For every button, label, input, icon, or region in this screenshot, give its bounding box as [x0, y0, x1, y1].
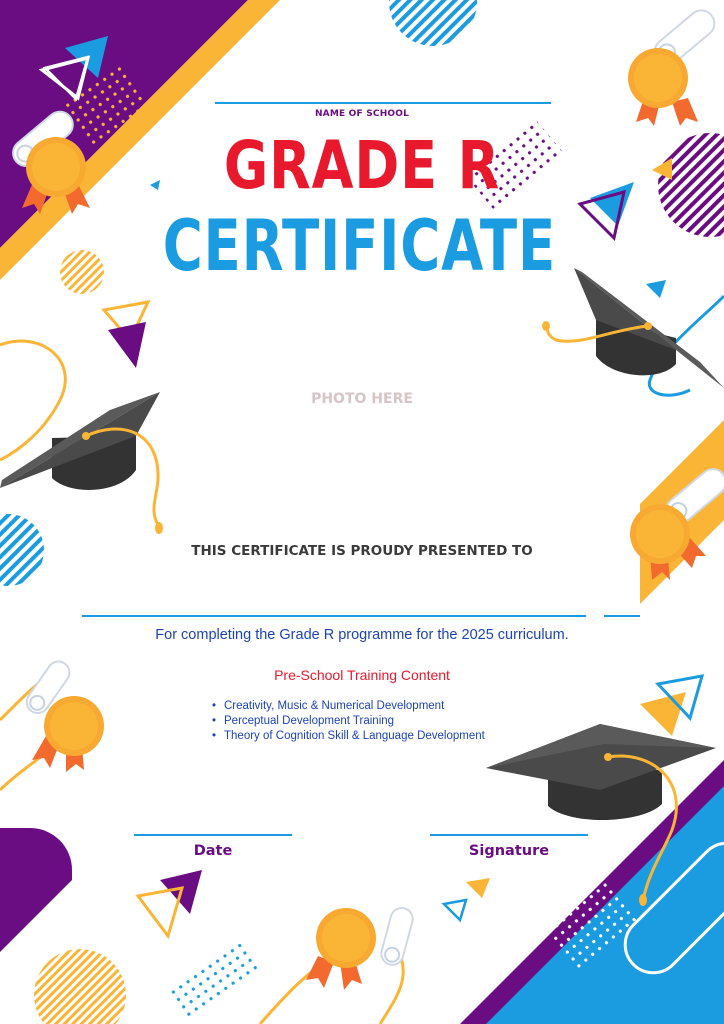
presented-to-text: THIS CERTIFICATE IS PROUDY PRESENTED TO — [191, 543, 533, 559]
title-certificate: CERTIFICATE — [162, 205, 557, 287]
list-item: • Perceptual Development Training — [212, 714, 485, 729]
date-label: Date — [193, 843, 233, 859]
list-item: • Theory of Cognition Skill & Language Development — [212, 729, 485, 744]
signature-label: Signature — [468, 843, 550, 859]
content-list — [212, 699, 485, 744]
title-grade-r: GRADE R — [223, 127, 501, 204]
school-name: NAME OF SCHOOL — [314, 109, 410, 119]
content-title: Pre-School Training Content — [274, 667, 450, 683]
list-item: • Creativity, Music & Numerical Development — [212, 699, 485, 714]
completion-text: For completing the Grade R programme for the 2025 curriculum. — [155, 627, 569, 643]
photo-placeholder: PHOTO HERE — [311, 391, 413, 407]
